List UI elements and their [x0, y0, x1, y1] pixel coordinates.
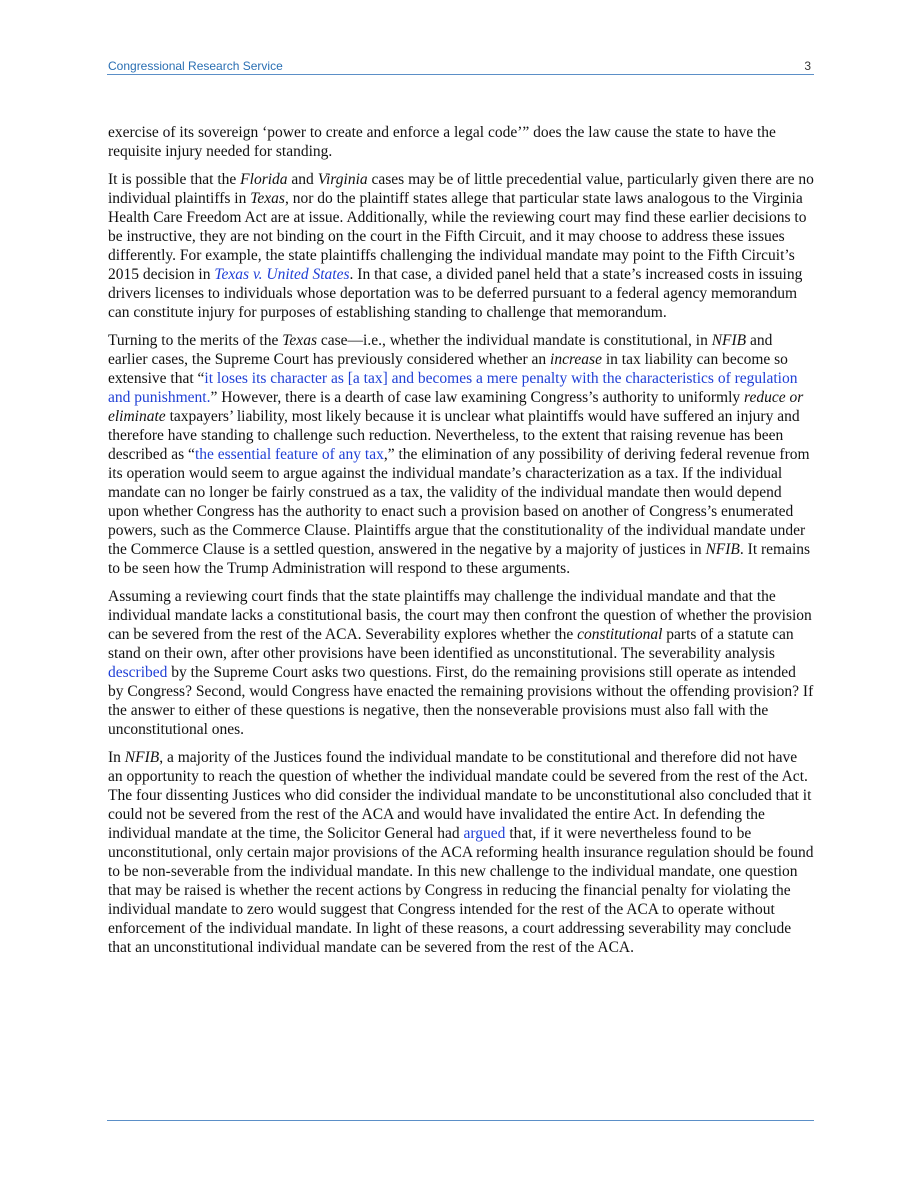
paragraph-1: [108, 123, 814, 161]
italic-run: Virginia: [317, 171, 368, 188]
text-run: taxpayers’ liability, most likely because it is unclear what plaintiffs would have suffered an injury and therefore have standing to challenge such reduction. Nevertheless, to the extent that raising revenue has been described as “: [108, 408, 800, 463]
paragraph-5: [108, 748, 814, 957]
text-run: ,” the elimination of any possibility of deriving federal revenue from its operation would seem to argue against the individual mandate’s characterization as a tax. If the individual mandate can no longer be fairly construed as a tax, the validity of the individual mandate then would depend upon whether Congress has the authority to enact such a provision based on another of Congress’s enumerated powers, such as the Commerce Clause. Plaintiffs argue that the constitutionality of the individual mandate under the Commerce Clause is a settled question, answered in the negative by a majority of justices in: [108, 446, 810, 558]
text-run: and earlier cases, the Supreme Court has previously considered whether an: [108, 332, 773, 368]
text-run: ” However, there is a dearth of case law examining Congress’s authority to uniformly: [210, 389, 745, 406]
link-argued[interactable]: argued: [463, 825, 506, 842]
italic-run: increase: [550, 351, 602, 368]
italic-run: NFIB: [705, 541, 740, 558]
text-run: Assuming a reviewing court finds that the state plaintiffs may challenge the individual mandate and that the individual mandate lacks a constitutional basis, the court may then confront the question of whether the provision can be severed from the rest of the ACA. Severability explores whether the: [108, 588, 812, 643]
text-run: by the Supreme Court asks two questions. First, do the remaining provisions still operate as intended by Congress? Second, would Congress have enacted the remaining provisions without the offending provision? If the answer to either of these questions is negative, then the nonseverable provisions must also fall with the unconstitutional ones.: [108, 664, 814, 738]
italic-run: reduce or eliminate: [108, 389, 804, 425]
text-run: in tax liability can become so extensive that “: [108, 351, 788, 387]
link-texas-v-united-states[interactable]: [214, 266, 349, 283]
italic-run: Texas: [282, 332, 317, 349]
text-run: , nor do the plaintiff states allege that particular state laws analogous to the Virginia Health Care Freedom Act are at issue. Additionally, while the reviewing court may find these earlier decisions to be instructive, they are not binding on the court in the Fifth Circuit, and it may choose to address these issues differently. For example, the state plaintiffs challenging the individual mandate may point to the Fifth Circuit’s 2015 decision in: [108, 190, 807, 283]
footer-rule: [107, 1120, 814, 1121]
italic-run: constitutional: [577, 626, 663, 643]
header-rule: [107, 74, 814, 75]
text-run: , a majority of the Justices found the individual mandate to be constitutional and therefore did not have an opportunity to reach the question of whether the individual mandate could be severed from the rest of the Act. The four dissenting Justices who did consider the individual mandate to be unconstitutional also concluded that it could not be severed from the rest of the ACA and would have invalidated the entire Act. In defending the individual mandate at the time, the Solicitor General had: [108, 749, 812, 842]
text-run: that, if it were nevertheless found to be unconstitutional, only certain major provisions of the ACA reforming health insurance regulation should be found to be non-severable from the individual mandate. In this new challenge to the individual mandate, one question that may be raised is whether the recent actions by Congress in reducing the financial penalty for violating the individual mandate to zero would suggest that Congress intended for the rest of the ACA to operate without enforcement of the individual mandate. In light of these reasons, a court addressing severability may conclude that an unconstitutional individual mandate can be severed from the rest of the ACA.: [108, 825, 814, 956]
text-run: case—i.e., whether the individual mandate is constitutional, in: [316, 332, 712, 349]
text-run: parts of a statute can stand on their own, after other provisions have been identified as unconstitutional. The severability analysis: [108, 626, 794, 662]
paragraph-3: [108, 331, 814, 578]
text-run: and: [287, 171, 318, 188]
page-header: [107, 58, 813, 74]
link-essential-feature[interactable]: the essential feature of any tax: [194, 446, 384, 463]
italic-run: NFIB: [711, 332, 747, 349]
italic-run: Texas: [250, 190, 285, 207]
link-label: Texas v. United States: [214, 266, 350, 283]
page-number: 3: [804, 59, 811, 73]
text-run: . In that case, a divided panel held that a state’s increased costs in issuing drivers licenses to individuals whose deportation was to be deferred pursuant to a federal agency memorandum can constitute injury for purposes of establishing standing to challenge that memorandum.: [108, 266, 803, 321]
text-run: It is possible that the: [108, 171, 241, 188]
italic-run: Florida: [240, 171, 288, 188]
paragraph-4: [108, 587, 814, 739]
text-run: In: [108, 749, 125, 766]
link-loses-character[interactable]: it loses its character as [a tax] and becomes a mere penalty with the characteristics of regulation and punishment.: [108, 370, 798, 406]
document-body: [108, 123, 814, 966]
text-run: Turning to the merits of the: [108, 332, 283, 349]
text-run: . It remains to be seen how the Trump Administration will respond to these arguments.: [108, 541, 811, 577]
header-title: Congressional Research Service: [108, 59, 283, 73]
text-run: cases may be of little precedential value, particularly given there are no individual plaintiffs in: [108, 171, 814, 207]
link-described[interactable]: described: [108, 664, 168, 681]
italic-run: NFIB: [124, 749, 160, 766]
paragraph-2: [108, 170, 814, 322]
text-run: exercise of its sovereign ‘power to create and enforce a legal code’” does the law cause the state to have the requisite injury needed for standing.: [108, 124, 776, 160]
